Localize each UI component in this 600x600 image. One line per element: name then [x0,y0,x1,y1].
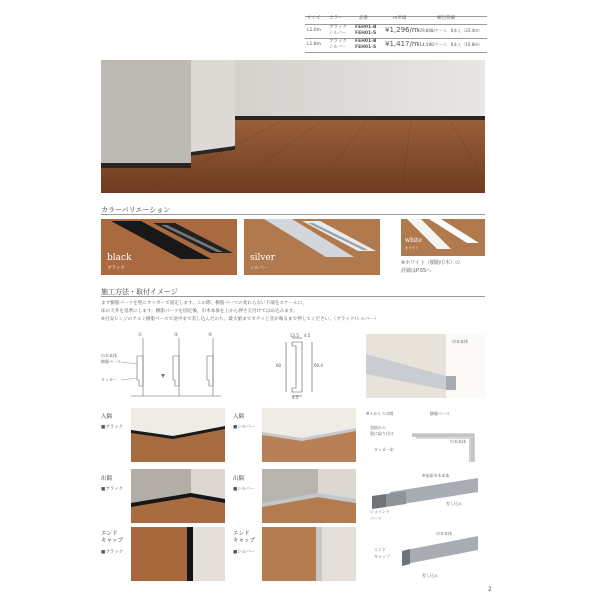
spec-row-code: FEH01-B [355,39,377,44]
photo-title: 出隅 [233,476,245,482]
photo-color: ■ブラック [101,550,124,555]
corner-install-drawing [366,408,485,464]
spec-row-size: L1.8m [307,42,322,47]
room-illustration [101,60,485,193]
section-divider [101,296,485,297]
install-steps-drawing [101,334,221,400]
photo-color: ■シルバー [233,550,255,555]
spec-row-code: FEH01-S [355,45,377,50]
photo-title: エンド キャップ [101,531,124,544]
joint-drawing [366,470,485,526]
install-text-line: ※目安ヒンジのアルミ樹脂ベースで途中まで差し込んだのち、最大値までカチッと音が鳴るまで押してください。（ブラック/シルバー） [101,317,379,322]
spec-header-code: 品番 [359,16,368,21]
joint-label: ジョイント [370,509,390,514]
end-cap-black-image [131,527,225,581]
joint-label: ※前面巾木本体 [422,473,450,478]
step-number: ① [138,333,143,338]
white-swatch [401,219,485,256]
white-note: ※ホワイト（樹脂巾木）の [401,260,461,266]
corner-label: 巾木本体 [450,439,466,444]
install-text-line: 床の天井を基準にします。樹脂パーツを固定後、巾木本体を上から押さえ付けてはめ込みます。 [101,309,298,314]
corner-label: タッカー釘 [374,447,394,452]
inner-corner-black-photo [131,408,225,462]
spec-row-price: ¥1,417/m [385,40,419,48]
step-number: ② [174,333,179,338]
spec-row-color: シルバー [329,31,347,36]
end-cap-label: キャップ [374,554,390,559]
side-label: 巾木本体 [452,339,468,344]
install-steps-diagram [101,334,221,400]
inner-corner-black-image [131,408,225,462]
cross-section-drawing [262,334,338,402]
photo-color: ■シルバー [233,487,255,492]
joint-label: 差し込み [446,501,462,506]
end-cap-silver-image [262,527,356,581]
black-sub-label: ブラック [107,266,125,271]
dim-height-inner: 60.4 [314,363,323,368]
step-number: ③ [208,333,213,338]
spec-row-packing: ¥29,808/ケース 6本入（23.4m） [417,28,483,33]
silver-swatch [244,219,380,275]
white-sub-label: ホワイト [405,246,419,250]
corner-label: 樹脂ベース [430,411,450,416]
spec-row-color: ブラック [329,39,347,44]
spec-row-color: ブラック [329,25,347,30]
white-label: white [405,237,422,244]
corner-label: 表面から [370,425,386,430]
inner-corner-silver-photo [262,408,356,462]
end-cap-black-photo [131,527,225,581]
spec-row-code: FEH01-S [355,31,377,36]
outer-corner-silver-photo [262,469,356,523]
photo-title: 出隅 [101,476,113,482]
dim-top: 13.5 [290,333,299,338]
spec-table [305,16,487,52]
outer-corner-black-image [131,469,225,523]
spec-header-price: m単価 [393,16,407,21]
dim-height-outer: 60 [276,363,282,368]
cross-section-diagram [262,334,338,402]
end-cap-label: 巾木本体 [436,531,452,536]
corner-install-illustration [366,408,485,464]
spec-row-color: シルバー [329,45,347,50]
dim-bottom: 4.5 [292,395,299,400]
joint-label: パーツ [370,516,382,521]
spec-row-code: FEH01-B [355,25,377,30]
page-number: 2 [488,586,492,593]
section-divider [101,214,485,215]
inner-corner-silver-image [262,408,356,462]
diagram-label: 樹脂ベース [101,359,121,364]
end-cap-illustration [366,530,485,586]
outer-corner-black-photo [131,469,225,523]
silver-sub-label: シルバー [250,266,268,271]
color-section-title: カラーバリエーション [101,206,171,214]
silver-label: silver [250,253,276,263]
photo-title: 入隅 [233,414,245,420]
spec-row-size: L1.0m [307,28,322,33]
dim-width: 4.5 [304,333,311,338]
spec-header-size: サイズ [307,16,321,21]
outer-corner-silver-image [262,469,356,523]
install-text-line: まず樹脂パーツを壁にタッカーで固定します。この際、樹脂パーツの変わらない下端をスケールに、 [101,301,307,306]
black-label: black [107,253,132,263]
photo-color: ■ブラック [101,425,124,430]
hero-room-photo [101,60,485,193]
photo-title: エンド キャップ [233,531,256,544]
spec-row-price: ¥1,296/m [385,26,419,34]
diagram-label: タッカー [101,377,117,382]
joint-illustration [366,470,485,526]
photo-color: ■ブラック [101,487,124,492]
diagram-label: 巾木本体 [101,353,117,358]
corner-label: 奥に取り付け [370,431,394,436]
spec-header-color: カラー [329,16,343,21]
install-section-title: 施工方法・取付イメージ [101,288,178,296]
end-cap-label: 差し込み [422,573,438,578]
photo-color: ■シルバー [233,425,255,430]
photo-title: 入隅 [101,414,113,420]
spec-header-packing: 梱包明細 [437,16,455,21]
end-cap-label: エンド [374,547,386,552]
white-note: 詳細はP.55へ [401,268,432,274]
corner-label: ※１から５の間 [366,411,394,416]
spec-row-packing: ¥14,580/ケース 6本入（10.8m） [417,42,483,47]
black-swatch [101,219,237,275]
baseboard-3d-diagram [366,334,485,398]
end-cap-silver-photo [262,527,356,581]
